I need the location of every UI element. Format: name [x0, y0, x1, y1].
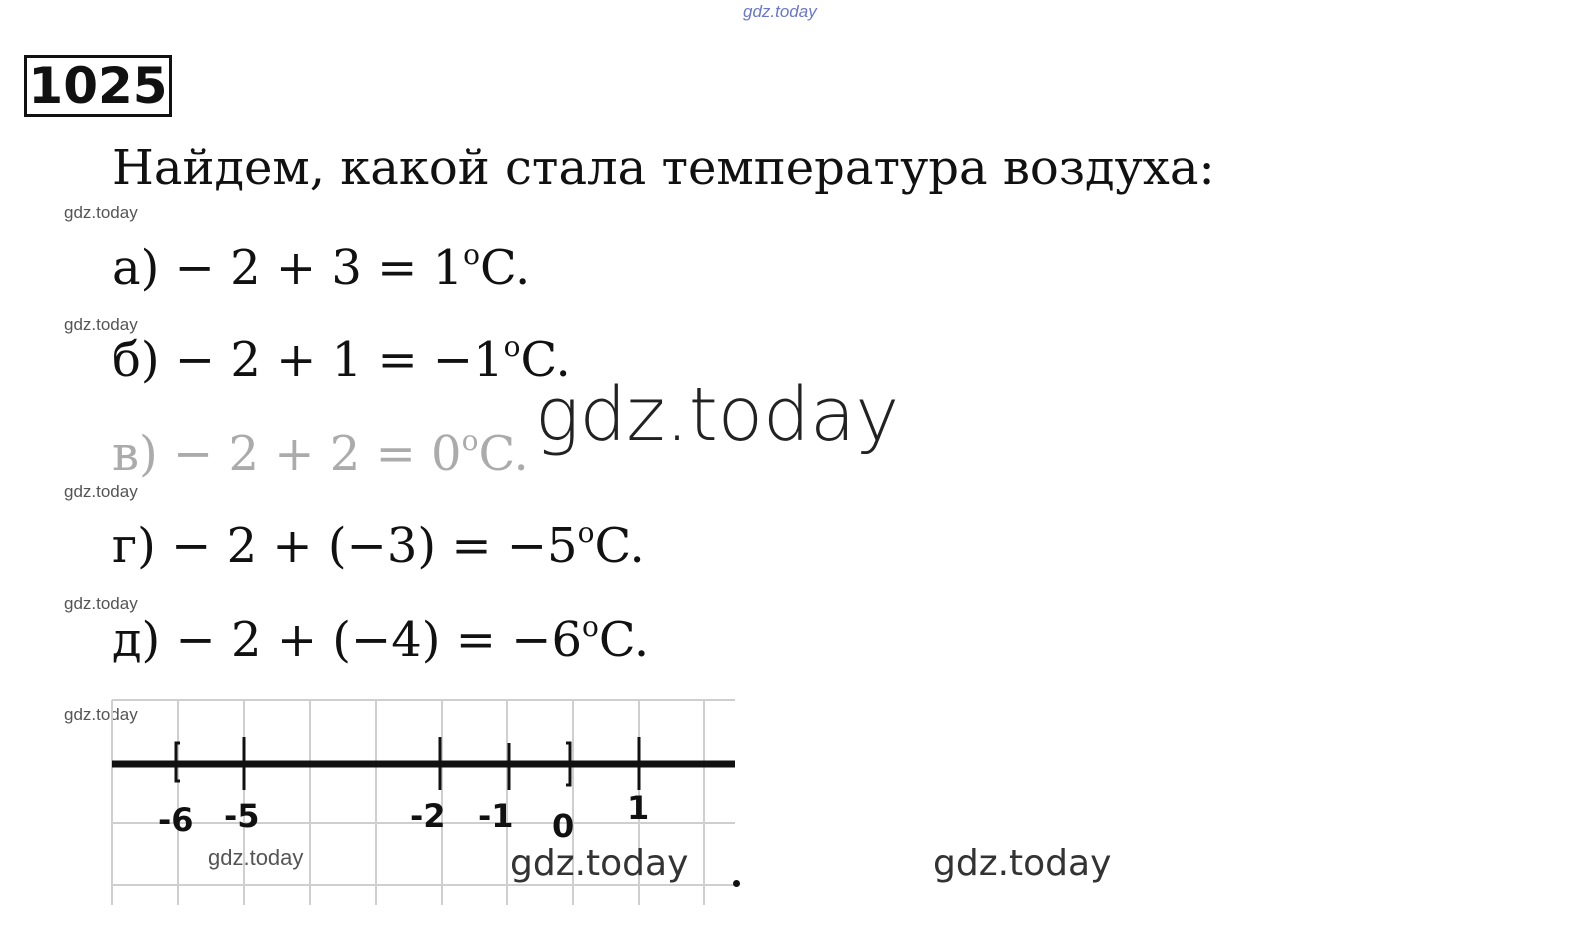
watermark-top: gdz.today	[743, 2, 817, 21]
degree-sign: o	[463, 238, 481, 271]
watermark-bottom-2: gdz.today	[933, 843, 1112, 884]
watermark-small-5: gdz.today	[64, 705, 138, 724]
watermark-small-2: gdz.today	[64, 315, 138, 334]
equation-e	[112, 610, 649, 668]
problem-number: 1025	[24, 55, 172, 117]
watermark-bottom-1: gdz.today	[510, 843, 689, 884]
watermark-grid: gdz.today	[208, 845, 304, 870]
equation-label: в)	[112, 426, 158, 482]
equation-label: г)	[112, 518, 156, 574]
equation-a	[112, 238, 530, 296]
equation-unit: C.	[520, 332, 571, 388]
equation-unit: C.	[480, 240, 531, 296]
equation-unit: C.	[598, 612, 650, 668]
equation-d	[112, 516, 645, 574]
equation-label: а)	[112, 240, 160, 296]
degree-sign: o	[582, 610, 599, 643]
equation-unit: C.	[594, 518, 645, 574]
equation-c	[112, 424, 529, 482]
tick-label: -2	[410, 797, 446, 835]
stray-dot	[733, 880, 740, 887]
equation-label: д)	[112, 612, 161, 668]
watermark-small-3: gdz.today	[64, 482, 138, 501]
equation-label: б)	[112, 332, 160, 388]
tick-label: -1	[478, 797, 514, 835]
watermark-small-1: gdz.today	[64, 203, 138, 222]
equation-expr: − 2 + 1 = −1	[174, 332, 504, 388]
watermark-small-4: gdz.today	[64, 594, 138, 613]
equation-expr: − 2 + (−3) = −5	[171, 518, 578, 574]
watermark-big: gdz.today	[535, 372, 900, 458]
degree-sign: o	[461, 424, 479, 457]
equation-expr: − 2 + 3 = 1	[174, 240, 464, 296]
tick-label: -5	[224, 797, 260, 835]
intro-text: Найдем, какой стала температура воздуха:	[112, 140, 1215, 196]
equation-expr: − 2 + 2 = 0	[173, 426, 462, 482]
equation-b	[112, 330, 571, 388]
tick-label: 1	[627, 789, 650, 827]
tick-label: -6	[158, 801, 194, 839]
tick-label: 0	[552, 807, 575, 845]
equation-unit: C.	[478, 426, 529, 482]
degree-sign: o	[577, 516, 595, 549]
degree-sign: o	[503, 330, 521, 363]
equation-expr: − 2 + (−4) = −6	[175, 612, 582, 668]
